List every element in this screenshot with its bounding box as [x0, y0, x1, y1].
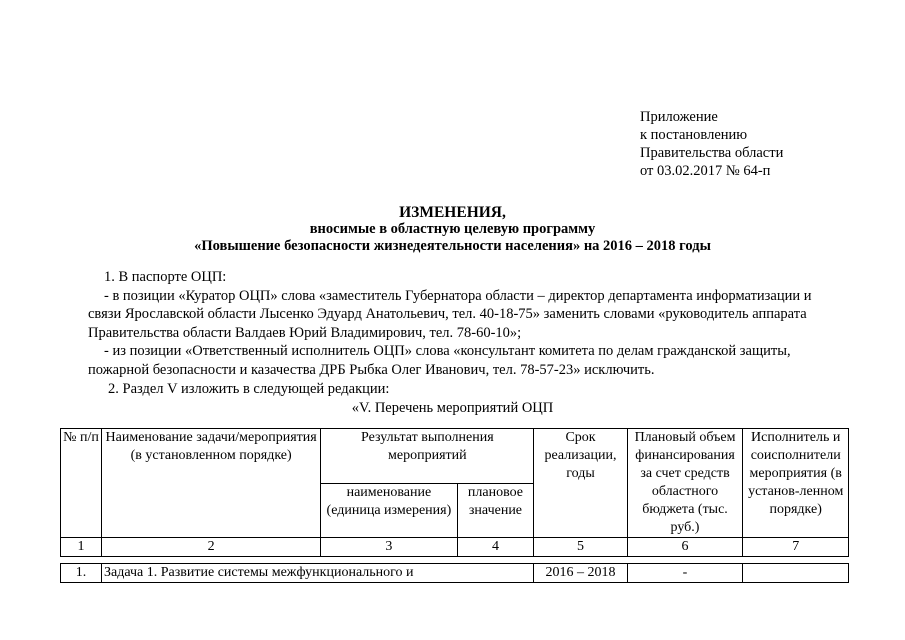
- column-number: 3: [321, 538, 457, 557]
- appendix-date: от 03.02.2017 № 64-п: [640, 163, 771, 179]
- appendix-block: [640, 108, 783, 180]
- row-term: 2016 – 2018: [534, 564, 627, 583]
- header-executor: Исполнитель и соисполнители мероприятия (в установ-ленном порядке): [743, 429, 849, 538]
- row-num: 1.: [61, 564, 102, 583]
- paragraph: 2. Раздел V изложить в следующей редакции:: [108, 380, 390, 397]
- paragraph: - в позиции «Куратор ОЦП» слова «заместитель Губернатора области – директор департамента информатизации и связи Ярославской области Лысенко Эдуард Анатольевич, тел. 40-18-75» заменить словами «руководитель аппарата Правительства области Валдаев Юрий Владимирович, тел. 78-60-10»;: [88, 287, 812, 341]
- header-result: Результат выполнения мероприятий: [321, 429, 534, 484]
- header-result-value: плановое значение: [457, 483, 534, 538]
- header-num: № п/п: [61, 429, 102, 538]
- section-title: «V. Перечень мероприятий ОЦП: [351, 400, 554, 416]
- table-spacer: [61, 557, 849, 564]
- document-subtitle: вносимые в областную целевую программу: [309, 221, 596, 237]
- program-name: «Повышение безопасности жизнедеятельности населения» на 2016 – 2018 годы: [194, 238, 711, 254]
- header-budget: Плановый объем финансирования за счет средств областного бюджета (тыс. руб.): [627, 429, 743, 538]
- paragraph: - из позиции «Ответственный исполнитель ОЦП» слова «консультант комитета по делам гражданской защиты, пожарной безопасности и казачества ДРБ Рыбка Олег Иванович, тел. 78-57-23» исключить.: [88, 343, 791, 378]
- column-number-row: [61, 538, 849, 557]
- table-row: [61, 564, 849, 583]
- row-name: Задача 1. Развитие системы межфункционального и: [101, 564, 533, 583]
- row-budget: -: [627, 564, 743, 583]
- table-header-row: [61, 429, 849, 484]
- activities-table: [60, 428, 849, 583]
- column-number: 1: [61, 538, 102, 557]
- column-number: 7: [743, 538, 849, 557]
- header-result-name: наименование (единица измерения): [321, 483, 457, 538]
- row-executor: [743, 564, 849, 583]
- appendix-line: Приложение: [640, 109, 718, 125]
- header-name: Наименование задачи/мероприятия (в установленном порядке): [101, 429, 320, 538]
- appendix-line: Правительства области: [640, 145, 784, 161]
- paragraph: 1. В паспорте ОЦП:: [104, 269, 227, 285]
- header-term: Срок реализации, годы: [534, 429, 627, 538]
- document-heading: [0, 204, 905, 255]
- column-number: 6: [627, 538, 743, 557]
- body-text: [88, 268, 848, 398]
- column-number: 4: [457, 538, 534, 557]
- document-title: ИЗМЕНЕНИЯ,: [399, 204, 506, 221]
- column-number: 2: [101, 538, 320, 557]
- appendix-line: к постановлению: [640, 127, 748, 143]
- column-number: 5: [534, 538, 627, 557]
